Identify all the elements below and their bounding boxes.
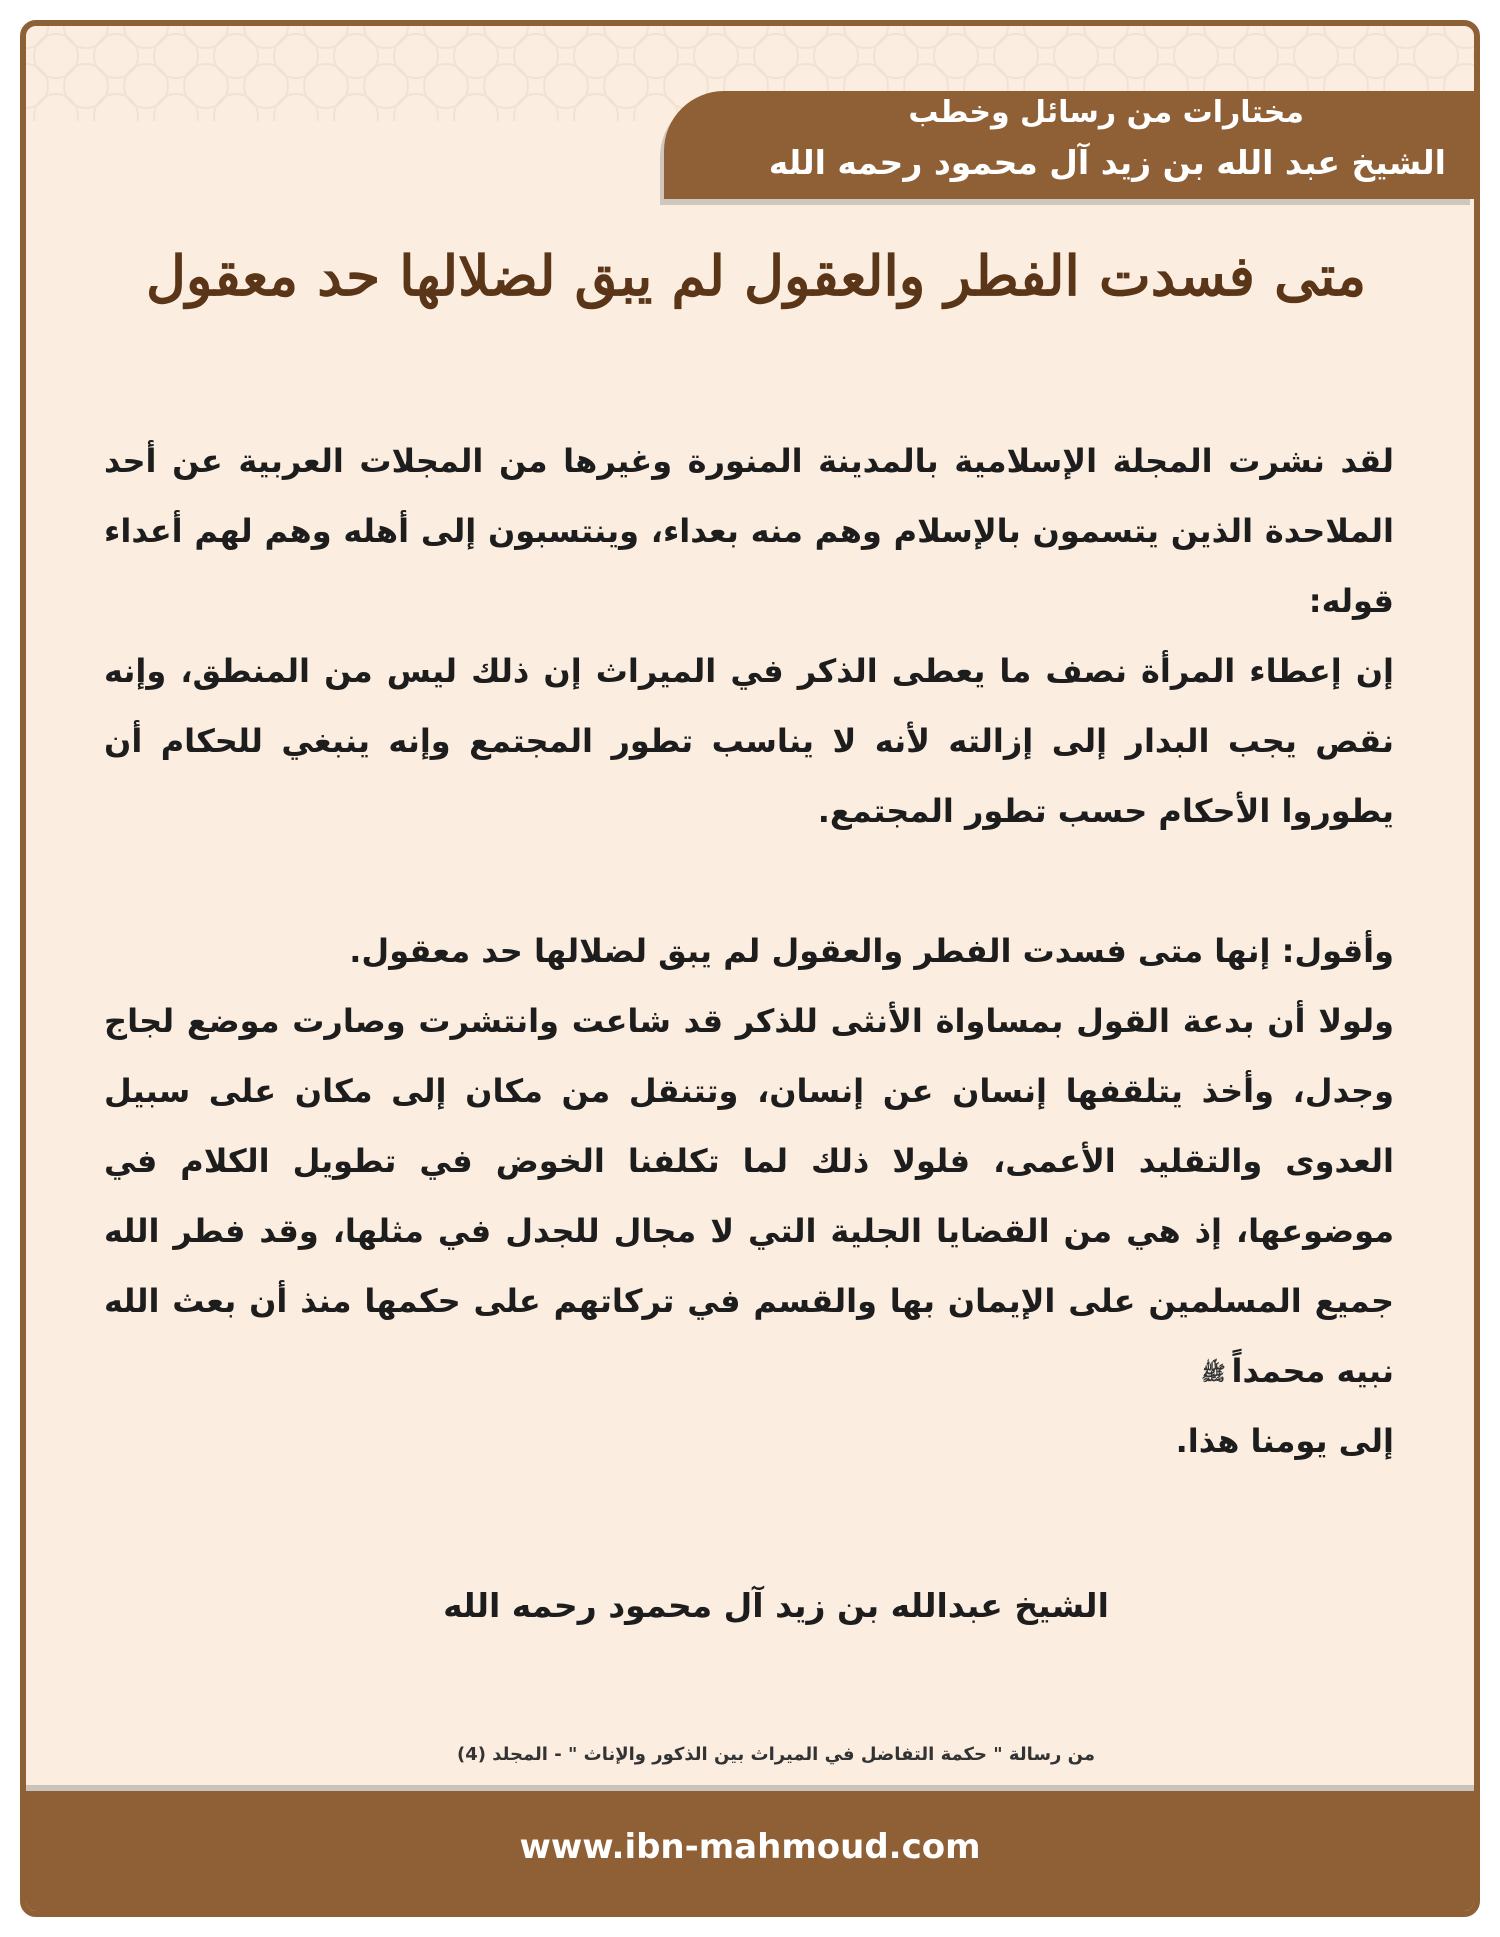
header-author-name: الشيخ عبد الله بن زيد آل محمود رحمه الله [768, 143, 1446, 182]
paragraph-argument-ending: إلى يومنا هذا. [1175, 1422, 1394, 1460]
author-signature: الشيخ عبدالله بن زيد آل محمود رحمه الله [443, 1586, 1109, 1625]
source-citation: من رسالة " حكمة التفاضل في الميراث بين الذكور والإناث " - المجلد (4) [456, 1744, 1096, 1765]
footer-band [26, 1791, 1474, 1911]
header-series-title: مختارات من رسائل وخطب [908, 95, 1304, 130]
salutation-icon: ﷺ [1201, 1361, 1226, 1385]
article-body [104, 426, 1394, 1476]
paragraph-argument-text: ولولا أن بدعة القول بمساواة الأنثى للذكر قد شاعت وانتشرت وصارت موضع لجاج وجدل، وأخذ يتلقفها إنسان عن إنسان، وتتنقل من مكان إلى مكان على سبيل العدوى والتقليد الأعمى، فلولا ذلك لما تكلفنا الخوض في تطويل الكلام في موضوعها، إذ هي من القضايا الجلية التي لا مجال للجدل في مثلها، وقد فطر الله جميع المسلمين على الإيمان بها والقسم في تركاتهم على حكمها منذ أن بعث الله نبيه محمداً [104, 1002, 1394, 1390]
paragraph-quote: إن إعطاء المرأة نصف ما يعطى الذكر في الميراث إن ذلك ليس من المنطق، وإنه نقص يجب البدار إلى إزالته لأنه لا يناسب تطور المجتمع وإنه ينبغي للحكام أن يطوروا الأحكام حسب تطور المجتمع. [104, 652, 1394, 830]
paragraph-argument [104, 986, 1394, 1476]
header-band [664, 91, 1474, 199]
paragraph-response: وأقول: إنها متى فسدت الفطر والعقول لم يبق لضلالها حد معقول. [349, 932, 1394, 970]
website-link[interactable]: www.ibn-mahmoud.com [519, 1827, 981, 1867]
paragraph-intro: لقد نشرت المجلة الإسلامية بالمدينة المنورة وغيرها من المجلات العربية عن أحد الملاحدة الذين يتسمون بالإسلام وهم منه بعداء، وينتسبون إلى أهله وهم لهم أعداء قوله: [104, 442, 1394, 620]
article-title: متى فسدت الفطر والعقول لم يبق لضلالها حد معقول [145, 243, 1367, 308]
page-frame [20, 20, 1480, 1917]
